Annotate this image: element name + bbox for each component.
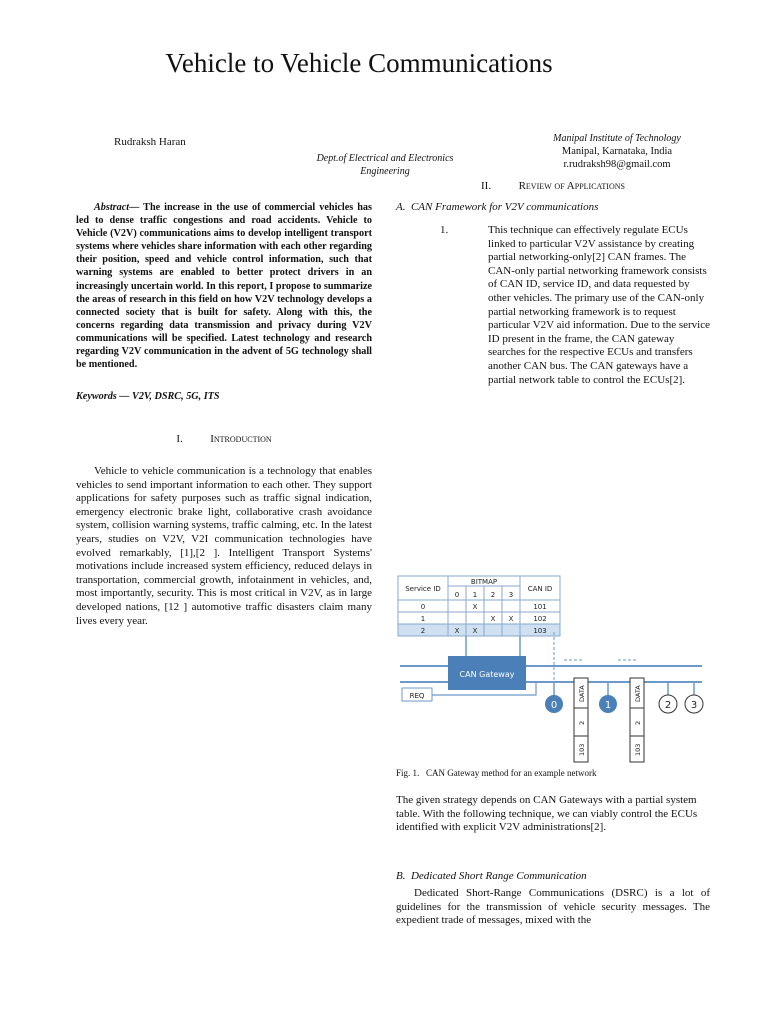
- abstract-label: Abstract: [94, 202, 130, 213]
- department-line2: Engineering: [360, 166, 410, 177]
- section-intro-number: I.: [176, 433, 183, 445]
- row1-mark2: X: [490, 615, 496, 623]
- after-figure-paragraph: The given strategy depends on CAN Gateways with a partial system table. With the following technique, we can viably control the ECUs identified with explicit V2V administrations[2].: [396, 794, 698, 834]
- ecu-node-1-label: 1: [604, 700, 612, 711]
- row1-can: 102: [533, 615, 547, 623]
- frame1-two: 2: [578, 720, 586, 725]
- frame2-two: 2: [634, 720, 642, 725]
- ecu-node-2-label: 2: [664, 700, 672, 711]
- row0-can: 101: [533, 603, 547, 611]
- row1-mark3: X: [508, 615, 514, 623]
- numbered-item: [440, 224, 712, 387]
- row2-mark1: X: [472, 627, 478, 635]
- author-department: [296, 152, 474, 178]
- row2-can: 103: [533, 627, 547, 635]
- abstract: [76, 201, 372, 371]
- can-gateway-label: CAN Gateway: [459, 670, 515, 679]
- section-intro-heading: [76, 433, 372, 447]
- figure-caption: Fig. 1. CAN Gateway method for an example network: [396, 768, 597, 778]
- row2-service: 2: [420, 627, 426, 635]
- bitmap-col-2: 2: [490, 591, 496, 599]
- affiliation-location: Manipal, Karnataka, India: [561, 146, 673, 157]
- affiliation-institute: Manipal Institute of Technology: [553, 133, 681, 144]
- row1-service: 1: [420, 615, 426, 623]
- req-label: REQ: [409, 692, 425, 700]
- author-name: Rudraksh Haran: [114, 136, 186, 148]
- section-review-heading: [396, 180, 710, 194]
- row2-mark0: X: [454, 627, 460, 635]
- row0-service: 0: [420, 603, 426, 611]
- author-email: r.rudraksh98@gmail.com: [563, 159, 671, 170]
- frame2-id: 103: [634, 743, 642, 756]
- header-service-id: Service ID: [405, 585, 441, 593]
- dsrc-paragraph: Dedicated Short-Range Communications (DSRC) is a lot of guidelines for the transmission of vehicle security messages. The expedient trade of messages, mixed with the: [396, 887, 710, 927]
- section-intro-title: Introduction: [210, 433, 272, 445]
- bitmap-col-1: 1: [472, 591, 478, 599]
- keywords: [76, 390, 372, 404]
- section-review-title: Review of Applications: [518, 180, 625, 192]
- author-affiliation: [512, 132, 722, 171]
- header-bitmap: BITMAP: [470, 578, 498, 586]
- frame2-data: DATA: [634, 685, 642, 702]
- item-number: 1.: [440, 224, 449, 236]
- item-text: This technique can effectively regulate ECUs linked to particular V2V assistance by creating partial networking-only[2] CAN frames. The CAN-only partial networking framework consists of CAN ID, service ID, and data requested by other vehicles. The primary use of the CAN-only partial networking framework is to request particular V2V aid information. Due to the service ID present in the frame, the CAN gateway searches for the respective ECUs and transfers another CAN bus. The CAN gateways have a partial network table to control the ECUs[2].: [488, 224, 710, 386]
- ecu-node-0-label: 0: [550, 700, 558, 711]
- abstract-dash: —: [129, 202, 140, 213]
- figure-diagram: [396, 574, 710, 766]
- abstract-text: The increase in the use of commercial vehicles has led to dense traffic congestions and road accidents. Vehicle to Vehicle (V2V) communications aims to develop intelligent transport systems where vehicles share information with each other regarding their position, speed and vehicle control information, such that warning systems are enabled to better protect drivers in an increasingly uncertain world. In this report, I propose to summarize the areas of research in this field on how V2V technology develops a connected society that is built for safety. Along with this, the concerns regarding data transmission and privacy during V2V communications will be specified. Latest technology and research regarding V2V communication in the advent of 5G technology shall be mentioned.: [76, 202, 372, 371]
- subsection-b-heading: B. Dedicated Short Range Communication: [396, 870, 587, 882]
- paper-title: Vehicle to Vehicle Communications: [165, 48, 553, 78]
- bitmap-col-3: 3: [508, 591, 514, 599]
- bitmap-col-0: 0: [454, 591, 460, 599]
- frame1-data: DATA: [578, 685, 586, 702]
- subsection-a-heading: A. CAN Framework for V2V communications: [396, 201, 599, 213]
- section-review-number: II.: [481, 180, 492, 192]
- frame1-id: 103: [578, 743, 586, 756]
- row0-mark1: X: [472, 603, 478, 611]
- ecu-node-3-label: 3: [690, 700, 698, 711]
- intro-paragraph: Vehicle to vehicle communication is a technology that enables vehicles to send important information to each other. They support applications for safety purposes such as traffic signal indication, emergency electronic brake light, collaborative crash avoidance system, collision warning systems, traffic calming, etc. In the latest years, studies on V2V, V2I communication technologies have evolved remarkably, [1],[2 ]. Intelligent Transport Systems' motivations include increased system efficiency, reduced delays in transportation, commercial growth, infotainment in vehicles, and, most importantly, security. This is most critical in V2V, as in large developed nations, [12 ] automotive traffic disasters claim many lives every year.: [76, 465, 372, 627]
- department-line1: Dept.of Electrical and Electronics: [316, 153, 454, 164]
- can-gateway-figure: [396, 574, 710, 766]
- header-can-id: CAN ID: [527, 585, 553, 593]
- keywords-text: Keywords — V2V, DSRC, 5G, ITS: [76, 391, 220, 402]
